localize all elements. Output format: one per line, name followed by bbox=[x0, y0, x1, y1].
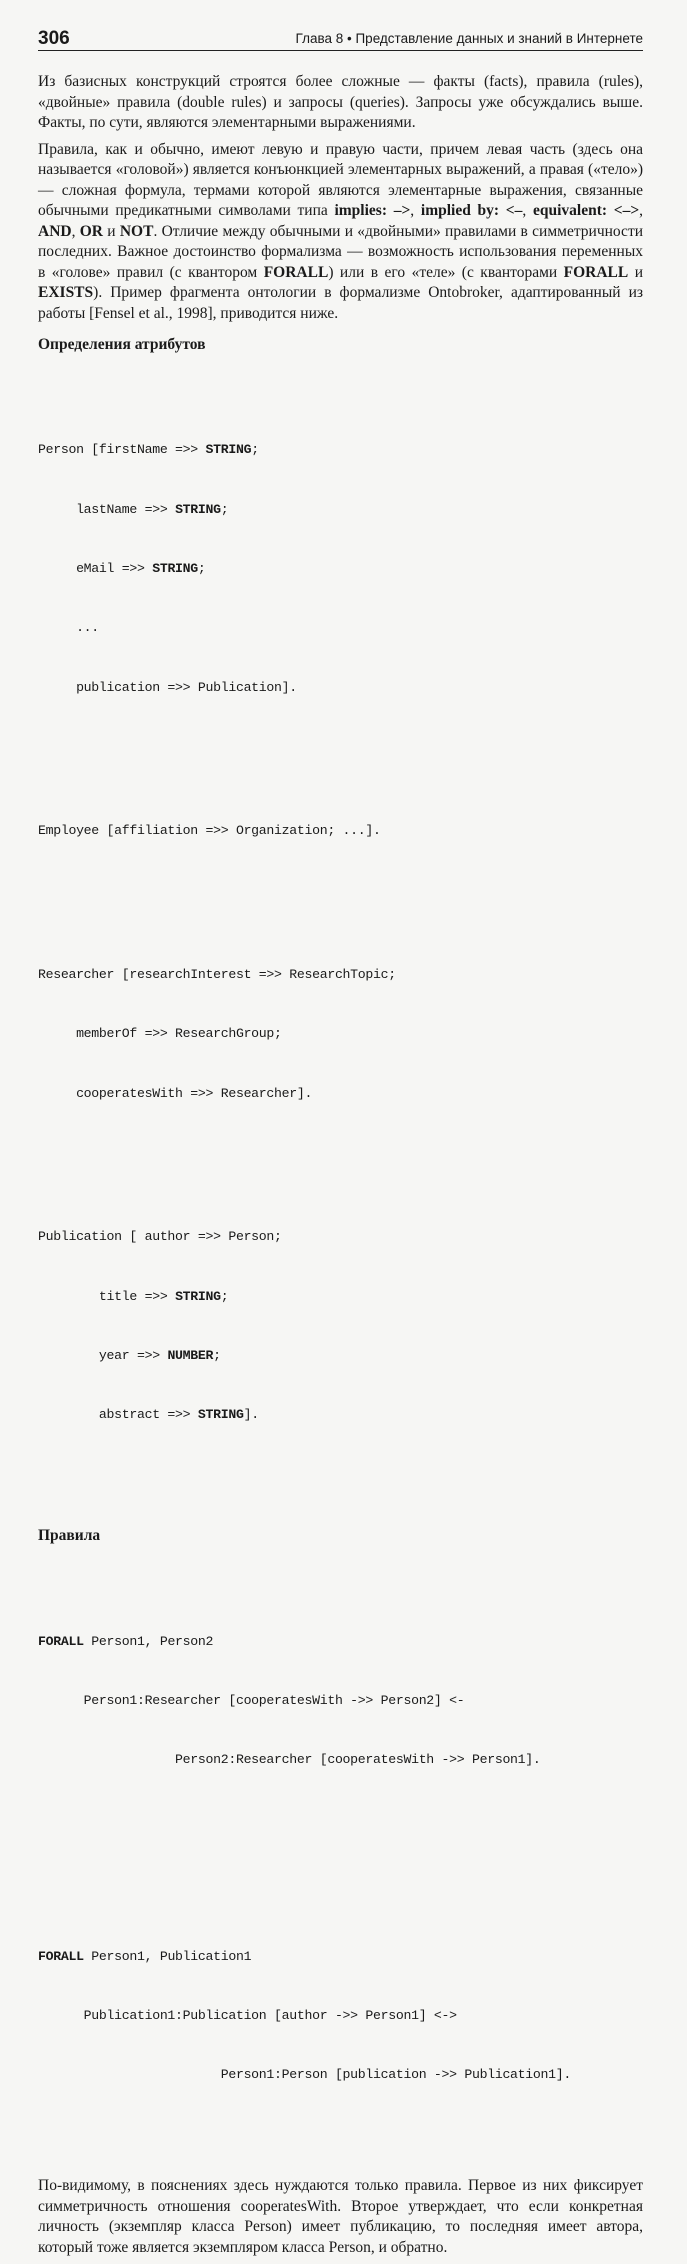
code-line: Publication [ author =>> Person; bbox=[38, 1229, 282, 1245]
keyword-and: AND bbox=[38, 222, 72, 240]
keyword-forall: FORALL bbox=[263, 263, 329, 281]
code-line: eMail =>> STRING; bbox=[38, 560, 206, 576]
code-line: Researcher [researchInterest =>> ResearchTopic; bbox=[38, 966, 396, 982]
code-line: FORALL Person1, Person2 bbox=[38, 1633, 214, 1649]
keyword-implies: implies: –> bbox=[334, 202, 411, 219]
code-line: abstract =>> STRING]. bbox=[38, 1407, 259, 1423]
text-run: ) или в его «теле» (с кванторами bbox=[328, 263, 564, 281]
text-run: и bbox=[103, 222, 120, 240]
paragraph-intro: Из базисных конструкций строятся более сложные — факты (facts), правила (rules), «двойные» правила (double rules) и запросы (queries). Запросы уже обсуждались выше. Факты, по сути, являются элементарными выражениями. bbox=[38, 73, 643, 131]
keyword-implied-by: implied by: <– bbox=[420, 202, 523, 219]
keyword-exists: EXISTS bbox=[38, 284, 94, 301]
code-line: memberOf =>> ResearchGroup; bbox=[38, 1026, 282, 1042]
code-line: Person [firstName =>> STRING; bbox=[38, 442, 259, 458]
code-block-employee bbox=[38, 782, 643, 881]
spacer bbox=[38, 1849, 643, 1867]
code-line: Person1:Person [publication ->> Publication1]. bbox=[38, 2067, 571, 2083]
text-run: , bbox=[639, 202, 644, 219]
code-line: cooperatesWith =>> Researcher]. bbox=[38, 1085, 313, 1101]
keyword-or: OR bbox=[79, 222, 103, 240]
page-content bbox=[38, 72, 643, 2264]
paragraph-explanation: По-видимому, в пояснениях здесь нуждаются только правила. Первое из них фиксирует симметричность отношения cooperatesWith. Второе утверждает, что если конкретная личность (экземпляр класса Person) имеет публикацию, то последняя имеет автора, который тоже является экземпляром класса Person, и обратно. bbox=[38, 2177, 643, 2256]
running-title: Глава 8 • Представление данных и знаний в Интернете bbox=[295, 31, 643, 46]
page-number: 306 bbox=[38, 28, 70, 49]
code-block-rule-1 bbox=[38, 1592, 643, 1810]
code-line: title =>> STRING; bbox=[38, 1288, 229, 1304]
text-run: , bbox=[410, 202, 421, 219]
section-title-rules: Правила bbox=[38, 1527, 101, 1545]
text-run: , bbox=[71, 222, 80, 240]
code-line: Publication1:Publication [author ->> Person1] <-> bbox=[38, 2007, 457, 2023]
keyword-forall: FORALL bbox=[563, 263, 629, 281]
text-run: и bbox=[628, 263, 643, 281]
code-line: Person1:Researcher [cooperatesWith ->> Person2] <- bbox=[38, 1693, 465, 1708]
code-block-publication bbox=[38, 1188, 643, 1465]
code-attributes bbox=[38, 361, 643, 1509]
code-block-researcher bbox=[38, 925, 643, 1143]
code-line: lastName =>> STRING; bbox=[38, 501, 229, 517]
code-block-person bbox=[38, 401, 643, 738]
code-rules bbox=[38, 1552, 643, 2164]
page-header bbox=[38, 28, 643, 51]
code-line: Person2:Researcher [cooperatesWith ->> Person1]. bbox=[38, 1752, 541, 1768]
code-block-rule-2 bbox=[38, 1907, 643, 2125]
keyword-not: NOT bbox=[119, 222, 154, 240]
code-line: FORALL Person1, Publication1 bbox=[38, 1948, 252, 1964]
text-run: ). Пример фрагмента онтологии в формализме Ontobroker, адаптированный из работы [Fensel et al., 1998], приводится ниже. bbox=[38, 284, 643, 322]
code-line: Employee [affiliation =>> Organization; ...]. bbox=[38, 823, 381, 839]
code-line: year =>> NUMBER; bbox=[38, 1348, 221, 1364]
section-title-attributes: Определения атрибутов bbox=[38, 336, 206, 353]
code-line: ... bbox=[38, 620, 99, 636]
code-line: publication =>> Publication]. bbox=[38, 679, 297, 695]
paragraph-rules-description bbox=[38, 140, 643, 325]
text-run: Правила, как и обычно, имеют левую и правую части, причем левая часть (здесь она называется «головой») является конъюнкцией элементарных выражений, а правая («тело») — сложная формула, термами которой являются элементарные выражения, связанные обычными предикатными символами типа bbox=[38, 140, 643, 219]
text-run: , bbox=[522, 202, 533, 219]
keyword-equivalent: equivalent: <–> bbox=[532, 202, 640, 219]
text-run: . Отличие между обычными и «двойными» правилами в симметричности последних. Важное достоинство формализма — возможность использования переменных в «голове» правил (с квантором bbox=[38, 222, 644, 281]
